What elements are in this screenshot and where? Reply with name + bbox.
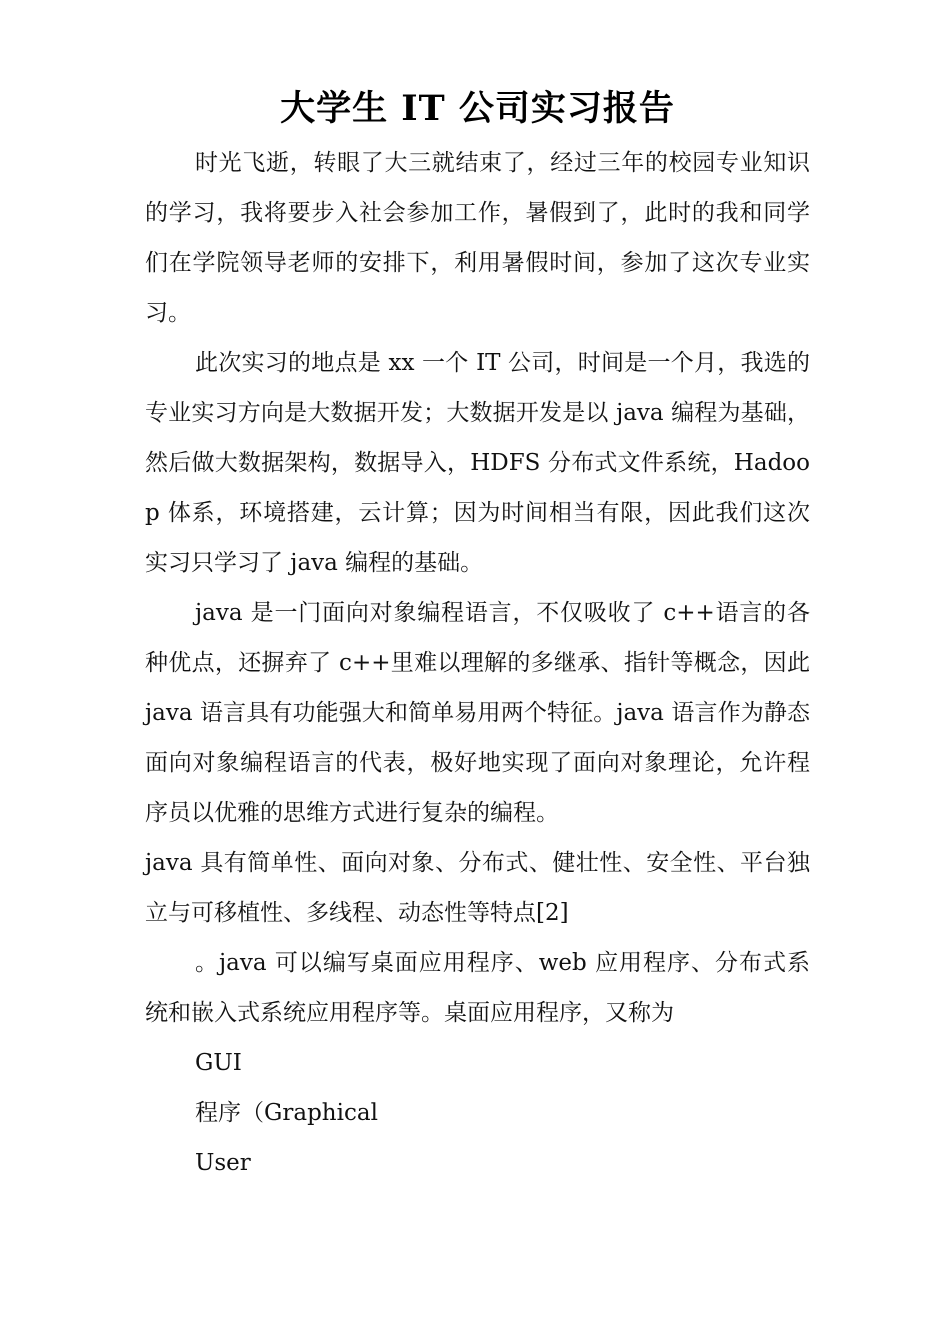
paragraph-java-overview: java 是一门面向对象编程语言，不仅吸收了 c++语言的各种优点，还摒弃了 c++里难以理解的多继承、指针等概念，因此 java 语言具有功能强大和简单易用两个特征。java 语言作为静态面向对象编程语言的代表，极好地实现了面向对象理论，允许程序员以优雅的思维方式进行复杂的编程。: [145, 600, 810, 826]
paragraph-internship-details: 此次实习的地点是 xx 一个 IT 公司，时间是一个月，我选的专业实习方向是大数据开发；大数据开发是以 java 编程为基础，然后做大数据架构，数据导入，HDFS 分布式文件系统，Hadoop 体系，环境搭建，云计算；因为时间相当有限，因此我们这次实习只学习了 java 编程的基础。: [145, 350, 810, 576]
paragraph-java-features: java 具有简单性、面向对象、分布式、健壮性、安全性、平台独立与可移植性、多线程、动态性等特点[2]: [145, 850, 810, 926]
document-body: [145, 138, 810, 1188]
paragraph-intro: 时光飞逝，转眼了大三就结束了，经过三年的校园专业知识的学习，我将要步入社会参加工作，暑假到了，此时的我和同学们在学院领导老师的安排下，利用暑假时间，参加了这次专业实习。: [145, 150, 810, 326]
document-title: 大学生 IT 公司实习报告: [280, 88, 675, 129]
paragraph-graphical: 程序（Graphical: [195, 1100, 378, 1126]
paragraph-user: User: [195, 1150, 251, 1176]
paragraph-gui: GUI: [195, 1050, 242, 1076]
paragraph-java-applications: 。java 可以编写桌面应用程序、web 应用程序、分布式系统和嵌入式系统应用程序等。桌面应用程序，又称为: [145, 950, 810, 1026]
document-page: [145, 0, 810, 1188]
